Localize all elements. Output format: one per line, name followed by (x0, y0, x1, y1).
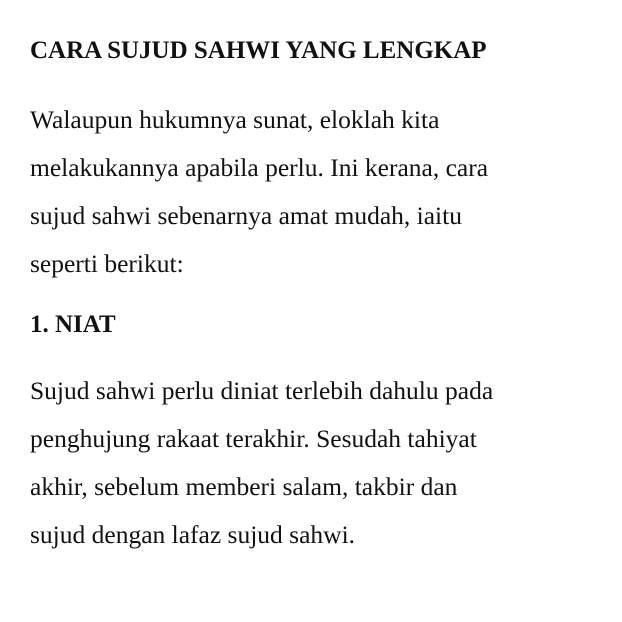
intro-paragraph (30, 96, 605, 288)
paragraph-line: penghujung rakaat terakhir. Sesudah tahiyat (30, 424, 477, 453)
section-heading-niat: 1. NIAT (30, 311, 116, 338)
paragraph-line: sujud dengan lafaz sujud sahwi. (30, 520, 356, 549)
paragraph-line: akhir, sebelum memberi salam, takbir dan (30, 472, 458, 501)
paragraph-line: Sujud sahwi perlu diniat terlebih dahulu pada (30, 376, 494, 405)
section-body-niat (30, 367, 605, 559)
paragraph-line: melakukannya apabila perlu. Ini kerana, cara (30, 153, 489, 182)
article-title: CARA SUJUD SAHWI YANG LENGKAP (30, 37, 487, 64)
article (30, 36, 605, 559)
paragraph-line: seperti berikut: (30, 249, 184, 278)
paragraph-line: sujud sahwi sebenarnya amat mudah, iaitu (30, 201, 462, 230)
paragraph-line: Walaupun hukumnya sunat, eloklah kita (30, 105, 440, 134)
